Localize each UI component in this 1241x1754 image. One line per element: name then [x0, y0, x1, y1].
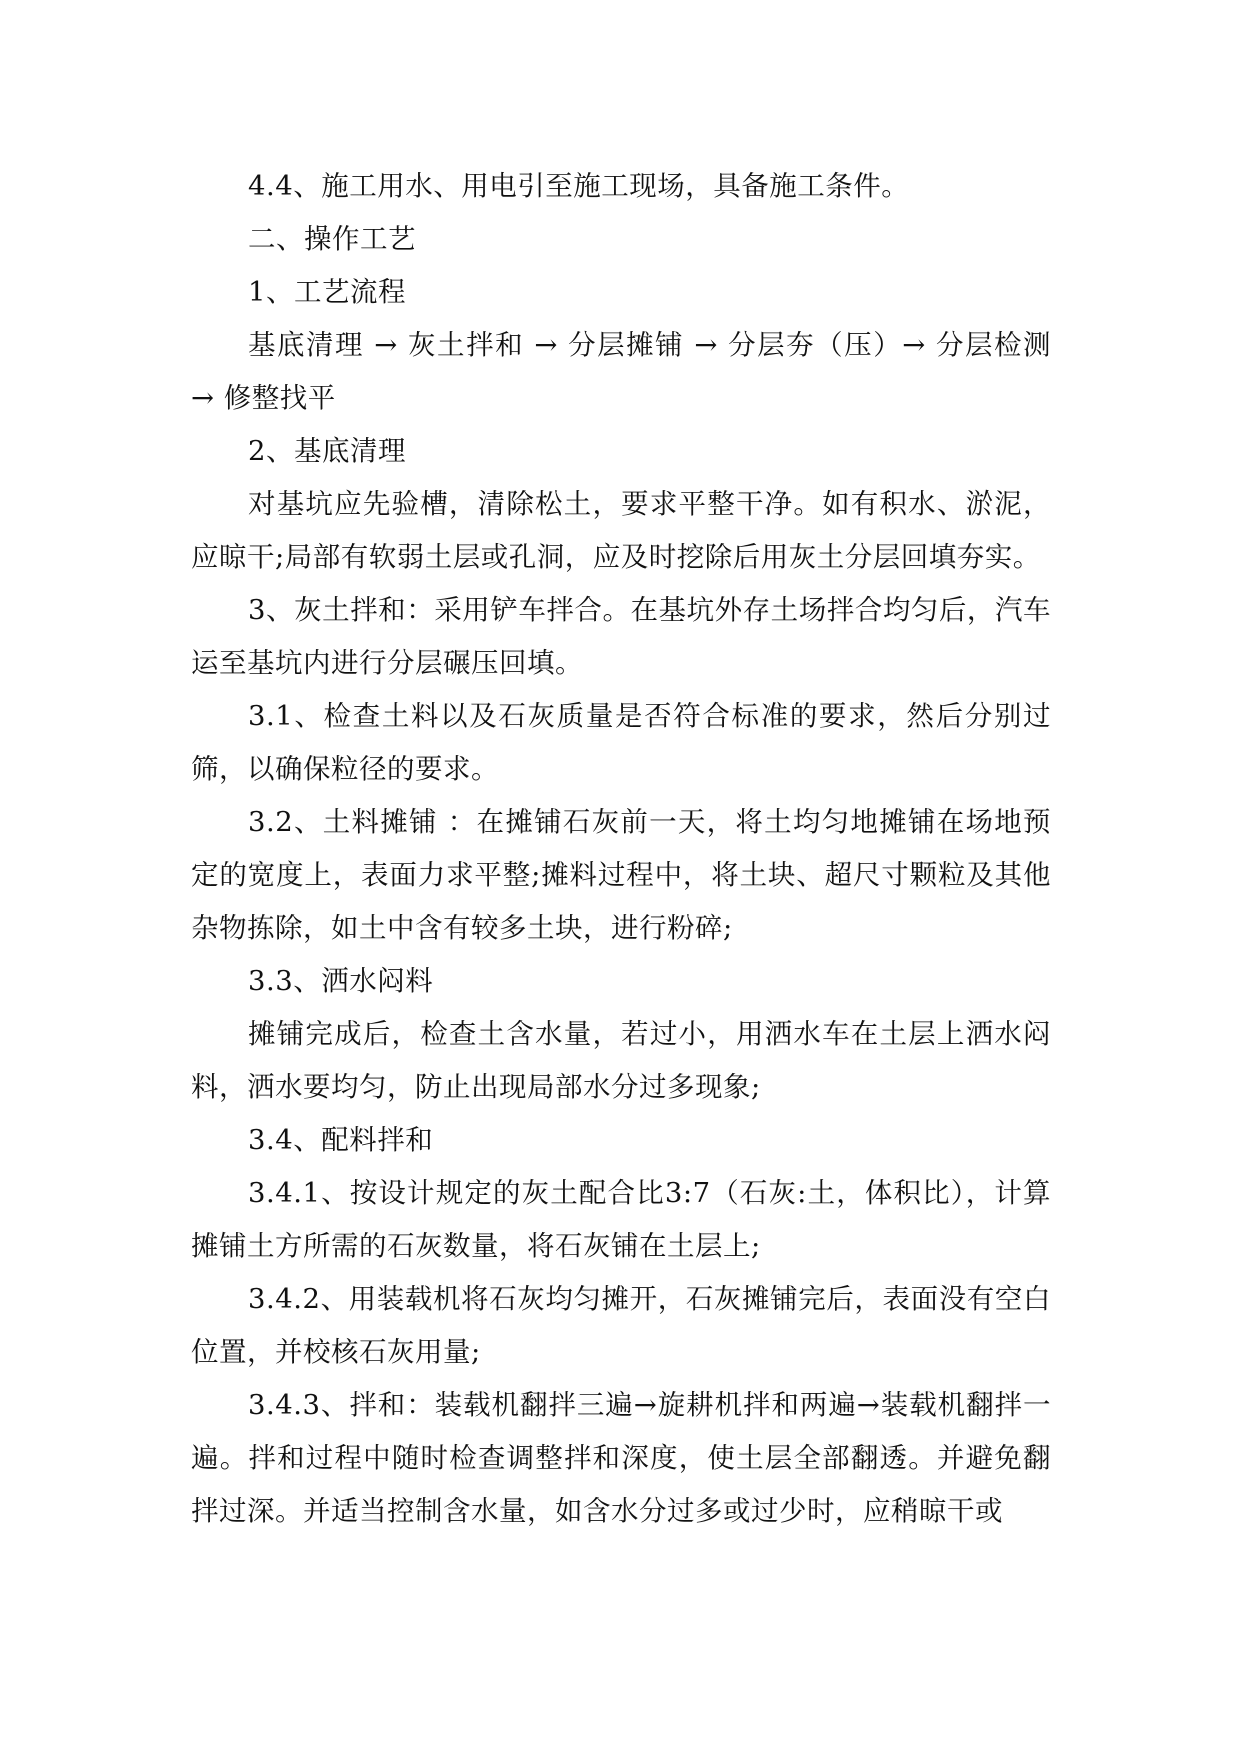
document-body: [191, 160, 1051, 1538]
paragraph-lime-soil-mixing: 3、灰土拌和：采用铲车拌合。在基坑外存土场拌合均匀后，汽车运至基坑内进行分层碾压回填。: [191, 594, 1051, 679]
heading-process-flow: 1、工艺流程: [248, 276, 406, 308]
paragraph-utilities: 4.4、施工用水、用电引至施工现场，具备施工条件。: [248, 170, 910, 202]
paragraph-3-1: 3.1、检查土料以及石灰质量是否符合标准的要求，然后分别过筛，以确保粒径的要求。: [191, 700, 1051, 785]
paragraph-3-4-1: 3.4.1、按设计规定的灰土配合比3:7（石灰:土，体积比），计算摊铺土方所需的石灰数量，将石灰铺在土层上;: [191, 1177, 1051, 1262]
paragraph-3-4-3: 3.4.3、拌和：装载机翻拌三遍→旋耕机拌和两遍→装载机翻拌一遍。拌和过程中随时检查调整拌和深度，使土层全部翻透。并避免翻拌过深。并适当控制含水量，如含水分过多或过少时，应稍晾干或: [191, 1389, 1051, 1527]
paragraph-3-2: 3.2、土料摊铺 ：在摊铺石灰前一天，将土均匀地摊铺在场地预定的宽度上，表面力求平整;摊料过程中，将土块、超尺寸颗粒及其他杂物拣除，如土中含有较多土块，进行粉碎;: [191, 806, 1051, 944]
paragraph-process-flow: 基底清理 → 灰土拌和 → 分层摊铺 → 分层夯（压）→ 分层检测 → 修整找平: [191, 329, 1051, 414]
heading-3-4: 3.4、配料拌和: [248, 1124, 434, 1156]
heading-3-3: 3.3、洒水闷料: [248, 965, 434, 997]
paragraph-3-4-2: 3.4.2、用装载机将石灰均匀摊开，石灰摊铺完后，表面没有空白位置，并校核石灰用量;: [191, 1283, 1051, 1368]
paragraph-base-cleaning: 对基坑应先验槽，清除松土，要求平整干净。如有积水、淤泥，应晾干;局部有软弱土层或孔洞，应及时挖除后用灰土分层回填夯实。: [191, 488, 1051, 573]
heading-base-cleaning: 2、基底清理: [248, 435, 406, 467]
heading-operation-process: 二、操作工艺: [248, 223, 416, 255]
paragraph-3-3: 摊铺完成后，检查土含水量，若过小，用洒水车在土层上洒水闷料，洒水要均匀，防止出现局部水分过多现象;: [191, 1018, 1051, 1103]
